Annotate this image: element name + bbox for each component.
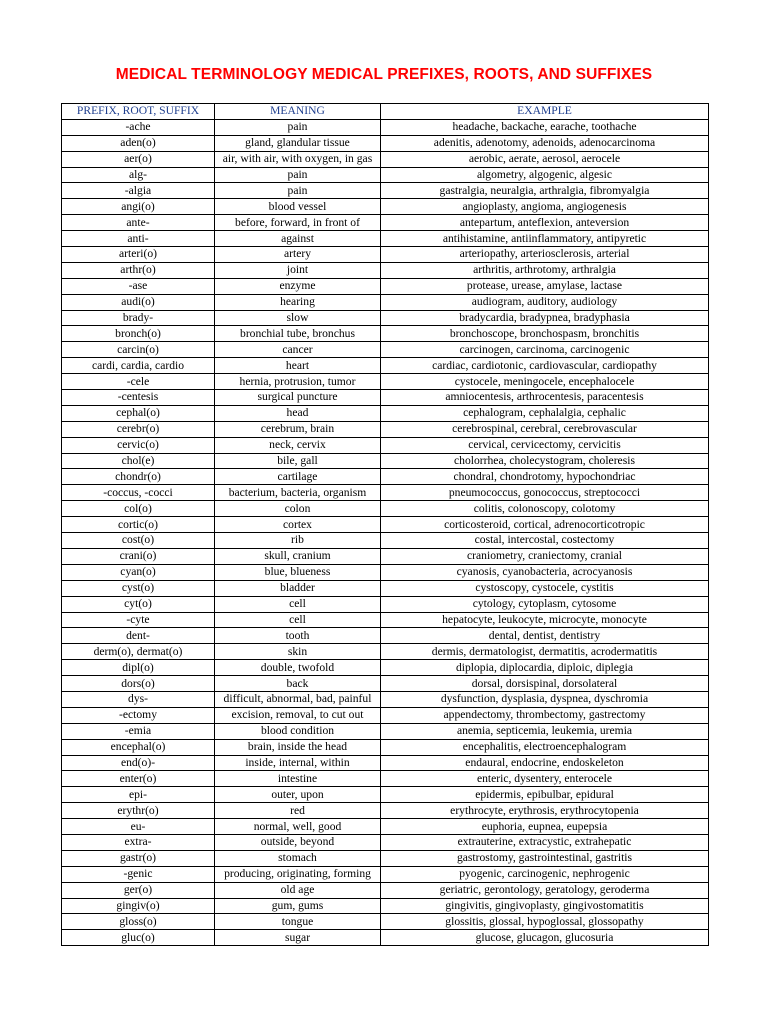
- term-cell: chondr(o): [62, 469, 215, 485]
- meaning-cell: head: [215, 405, 381, 421]
- example-cell: pyogenic, carcinogenic, nephrogenic: [381, 866, 709, 882]
- header-row: [62, 104, 709, 120]
- terminology-table: [61, 103, 709, 946]
- meaning-cell: bladder: [215, 580, 381, 596]
- example-cell: appendectomy, thrombectomy, gastrectomy: [381, 707, 709, 723]
- column-header-meaning: MEANING: [215, 104, 381, 120]
- term-cell: aden(o): [62, 135, 215, 151]
- meaning-cell: cell: [215, 612, 381, 628]
- example-cell: geriatric, gerontology, geratology, geroderma: [381, 882, 709, 898]
- term-cell: derm(o), dermat(o): [62, 644, 215, 660]
- table-row: [62, 199, 709, 215]
- meaning-cell: cancer: [215, 342, 381, 358]
- example-cell: antepartum, anteflexion, anteversion: [381, 215, 709, 231]
- example-cell: cardiac, cardiotonic, cardiovascular, cardiopathy: [381, 358, 709, 374]
- meaning-cell: gum, gums: [215, 898, 381, 914]
- meaning-cell: bronchial tube, bronchus: [215, 326, 381, 342]
- meaning-cell: before, forward, in front of: [215, 215, 381, 231]
- table-row: [62, 676, 709, 692]
- meaning-cell: old age: [215, 882, 381, 898]
- table-row: [62, 834, 709, 850]
- table-row: [62, 612, 709, 628]
- meaning-cell: bile, gall: [215, 453, 381, 469]
- meaning-cell: hernia, protrusion, tumor: [215, 374, 381, 390]
- term-cell: bronch(o): [62, 326, 215, 342]
- meaning-cell: double, twofold: [215, 660, 381, 676]
- example-cell: extrauterine, extracystic, extrahepatic: [381, 834, 709, 850]
- table-row: [62, 739, 709, 755]
- meaning-cell: slow: [215, 310, 381, 326]
- table-row: [62, 644, 709, 660]
- term-cell: gingiv(o): [62, 898, 215, 914]
- table-row: [62, 183, 709, 199]
- table-row: [62, 898, 709, 914]
- meaning-cell: pain: [215, 167, 381, 183]
- table-row: [62, 374, 709, 390]
- term-cell: gloss(o): [62, 914, 215, 930]
- meaning-cell: hearing: [215, 294, 381, 310]
- term-cell: audi(o): [62, 294, 215, 310]
- term-cell: gluc(o): [62, 930, 215, 946]
- table-row: [62, 548, 709, 564]
- meaning-cell: colon: [215, 501, 381, 517]
- term-cell: ante-: [62, 215, 215, 231]
- meaning-cell: against: [215, 231, 381, 247]
- example-cell: cystocele, meningocele, encephalocele: [381, 374, 709, 390]
- table-row: [62, 437, 709, 453]
- example-cell: dysfunction, dysplasia, dyspnea, dyschromia: [381, 691, 709, 707]
- table-row: [62, 580, 709, 596]
- example-cell: glucose, glucagon, glucosuria: [381, 930, 709, 946]
- example-cell: hepatocyte, leukocyte, microcyte, monocyte: [381, 612, 709, 628]
- meaning-cell: outside, beyond: [215, 834, 381, 850]
- table-row: [62, 390, 709, 406]
- table-row: [62, 628, 709, 644]
- table-row: [62, 517, 709, 533]
- term-cell: enter(o): [62, 771, 215, 787]
- table-row: [62, 723, 709, 739]
- example-cell: amniocentesis, arthrocentesis, paracentesis: [381, 390, 709, 406]
- term-cell: -ache: [62, 119, 215, 135]
- table-header: [62, 104, 709, 120]
- table-row: [62, 485, 709, 501]
- term-cell: chol(e): [62, 453, 215, 469]
- example-cell: diplopia, diplocardia, diploic, diplegia: [381, 660, 709, 676]
- table-row: [62, 262, 709, 278]
- example-cell: gastrostomy, gastrointestinal, gastritis: [381, 850, 709, 866]
- table-row: [62, 310, 709, 326]
- example-cell: anemia, septicemia, leukemia, uremia: [381, 723, 709, 739]
- term-cell: dors(o): [62, 676, 215, 692]
- term-cell: arthr(o): [62, 262, 215, 278]
- term-cell: dipl(o): [62, 660, 215, 676]
- term-cell: cerebr(o): [62, 421, 215, 437]
- term-cell: extra-: [62, 834, 215, 850]
- meaning-cell: blood condition: [215, 723, 381, 739]
- table-row: [62, 866, 709, 882]
- meaning-cell: sugar: [215, 930, 381, 946]
- meaning-cell: excision, removal, to cut out: [215, 707, 381, 723]
- term-cell: dent-: [62, 628, 215, 644]
- meaning-cell: skull, cranium: [215, 548, 381, 564]
- example-cell: adenitis, adenotomy, adenoids, adenocarcinoma: [381, 135, 709, 151]
- term-cell: dys-: [62, 691, 215, 707]
- example-cell: bradycardia, bradypnea, bradyphasia: [381, 310, 709, 326]
- term-cell: anti-: [62, 231, 215, 247]
- term-cell: encephal(o): [62, 739, 215, 755]
- meaning-cell: outer, upon: [215, 787, 381, 803]
- example-cell: encephalitis, electroencephalogram: [381, 739, 709, 755]
- term-cell: erythr(o): [62, 803, 215, 819]
- meaning-cell: blood vessel: [215, 199, 381, 215]
- meaning-cell: cell: [215, 596, 381, 612]
- meaning-cell: cartilage: [215, 469, 381, 485]
- meaning-cell: rib: [215, 533, 381, 549]
- example-cell: euphoria, eupnea, eupepsia: [381, 819, 709, 835]
- table-row: [62, 215, 709, 231]
- meaning-cell: enzyme: [215, 278, 381, 294]
- example-cell: pneumococcus, gonococcus, streptococci: [381, 485, 709, 501]
- example-cell: cyanosis, cyanobacteria, acrocyanosis: [381, 564, 709, 580]
- term-cell: alg-: [62, 167, 215, 183]
- table-row: [62, 564, 709, 580]
- table-row: [62, 930, 709, 946]
- term-cell: -genic: [62, 866, 215, 882]
- table-row: [62, 342, 709, 358]
- meaning-cell: surgical puncture: [215, 390, 381, 406]
- meaning-cell: blue, blueness: [215, 564, 381, 580]
- example-cell: epidermis, epibulbar, epidural: [381, 787, 709, 803]
- table-row: [62, 231, 709, 247]
- table-row: [62, 596, 709, 612]
- table-row: [62, 247, 709, 263]
- example-cell: cholorrhea, cholecystogram, choleresis: [381, 453, 709, 469]
- table-row: [62, 691, 709, 707]
- term-cell: cardi, cardia, cardio: [62, 358, 215, 374]
- term-cell: cephal(o): [62, 405, 215, 421]
- table-row: [62, 358, 709, 374]
- meaning-cell: cerebrum, brain: [215, 421, 381, 437]
- example-cell: corticosteroid, cortical, adrenocorticotropic: [381, 517, 709, 533]
- meaning-cell: joint: [215, 262, 381, 278]
- example-cell: arthritis, arthrotomy, arthralgia: [381, 262, 709, 278]
- meaning-cell: artery: [215, 247, 381, 263]
- term-cell: arteri(o): [62, 247, 215, 263]
- meaning-cell: intestine: [215, 771, 381, 787]
- meaning-cell: red: [215, 803, 381, 819]
- term-cell: eu-: [62, 819, 215, 835]
- meaning-cell: difficult, abnormal, bad, painful: [215, 691, 381, 707]
- term-cell: -emia: [62, 723, 215, 739]
- meaning-cell: pain: [215, 119, 381, 135]
- meaning-cell: tooth: [215, 628, 381, 644]
- term-cell: cyan(o): [62, 564, 215, 580]
- term-cell: gastr(o): [62, 850, 215, 866]
- term-cell: -coccus, -cocci: [62, 485, 215, 501]
- table-row: [62, 151, 709, 167]
- meaning-cell: skin: [215, 644, 381, 660]
- table-row: [62, 707, 709, 723]
- term-cell: -centesis: [62, 390, 215, 406]
- example-cell: protease, urease, amylase, lactase: [381, 278, 709, 294]
- table-row: [62, 803, 709, 819]
- table-row: [62, 326, 709, 342]
- meaning-cell: neck, cervix: [215, 437, 381, 453]
- term-cell: cyt(o): [62, 596, 215, 612]
- table-row: [62, 787, 709, 803]
- term-cell: crani(o): [62, 548, 215, 564]
- term-cell: ger(o): [62, 882, 215, 898]
- term-cell: carcin(o): [62, 342, 215, 358]
- meaning-cell: cortex: [215, 517, 381, 533]
- example-cell: glossitis, glossal, hypoglossal, glossopathy: [381, 914, 709, 930]
- example-cell: cervical, cervicectomy, cervicitis: [381, 437, 709, 453]
- term-cell: cost(o): [62, 533, 215, 549]
- example-cell: colitis, colonoscopy, colotomy: [381, 501, 709, 517]
- meaning-cell: tongue: [215, 914, 381, 930]
- table-row: [62, 771, 709, 787]
- meaning-cell: brain, inside the head: [215, 739, 381, 755]
- example-cell: gingivitis, gingivoplasty, gingivostomatitis: [381, 898, 709, 914]
- table-row: [62, 453, 709, 469]
- table-row: [62, 405, 709, 421]
- example-cell: angioplasty, angioma, angiogenesis: [381, 199, 709, 215]
- meaning-cell: stomach: [215, 850, 381, 866]
- example-cell: gastralgia, neuralgia, arthralgia, fibromyalgia: [381, 183, 709, 199]
- meaning-cell: pain: [215, 183, 381, 199]
- example-cell: dental, dentist, dentistry: [381, 628, 709, 644]
- term-cell: angi(o): [62, 199, 215, 215]
- example-cell: arteriopathy, arteriosclerosis, arterial: [381, 247, 709, 263]
- example-cell: carcinogen, carcinoma, carcinogenic: [381, 342, 709, 358]
- example-cell: craniometry, craniectomy, cranial: [381, 548, 709, 564]
- table-row: [62, 167, 709, 183]
- example-cell: cytology, cytoplasm, cytosome: [381, 596, 709, 612]
- meaning-cell: heart: [215, 358, 381, 374]
- table-row: [62, 501, 709, 517]
- table-row: [62, 755, 709, 771]
- table-row: [62, 882, 709, 898]
- example-cell: headache, backache, earache, toothache: [381, 119, 709, 135]
- term-cell: -cyte: [62, 612, 215, 628]
- table-row: [62, 278, 709, 294]
- meaning-cell: air, with air, with oxygen, in gas: [215, 151, 381, 167]
- example-cell: aerobic, aerate, aerosol, aerocele: [381, 151, 709, 167]
- example-cell: algometry, algogenic, algesic: [381, 167, 709, 183]
- meaning-cell: back: [215, 676, 381, 692]
- table-row: [62, 533, 709, 549]
- table-row: [62, 421, 709, 437]
- example-cell: cephalogram, cephalalgia, cephalic: [381, 405, 709, 421]
- table-row: [62, 914, 709, 930]
- term-cell: -cele: [62, 374, 215, 390]
- term-cell: epi-: [62, 787, 215, 803]
- table-row: [62, 660, 709, 676]
- column-header-example: EXAMPLE: [381, 104, 709, 120]
- table-row: [62, 119, 709, 135]
- example-cell: cystoscopy, cystocele, cystitis: [381, 580, 709, 596]
- document-title: MEDICAL TERMINOLOGY MEDICAL PREFIXES, ROOTS, AND SUFFIXES: [115, 66, 653, 83]
- meaning-cell: bacterium, bacteria, organism: [215, 485, 381, 501]
- example-cell: erythrocyte, erythrosis, erythrocytopenia: [381, 803, 709, 819]
- term-cell: -ase: [62, 278, 215, 294]
- table-body: [62, 119, 709, 945]
- table-row: [62, 819, 709, 835]
- term-cell: cervic(o): [62, 437, 215, 453]
- term-cell: -algia: [62, 183, 215, 199]
- table-row: [62, 135, 709, 151]
- example-cell: costal, intercostal, costectomy: [381, 533, 709, 549]
- meaning-cell: gland, glandular tissue: [215, 135, 381, 151]
- term-cell: cortic(o): [62, 517, 215, 533]
- meaning-cell: inside, internal, within: [215, 755, 381, 771]
- term-cell: aer(o): [62, 151, 215, 167]
- example-cell: dorsal, dorsispinal, dorsolateral: [381, 676, 709, 692]
- table-row: [62, 469, 709, 485]
- example-cell: enteric, dysentery, enterocele: [381, 771, 709, 787]
- term-cell: brady-: [62, 310, 215, 326]
- example-cell: audiogram, auditory, audiology: [381, 294, 709, 310]
- term-cell: col(o): [62, 501, 215, 517]
- example-cell: dermis, dermatologist, dermatitis, acrodermatitis: [381, 644, 709, 660]
- term-cell: -ectomy: [62, 707, 215, 723]
- example-cell: antihistamine, antiinflammatory, antipyretic: [381, 231, 709, 247]
- meaning-cell: normal, well, good: [215, 819, 381, 835]
- example-cell: chondral, chondrotomy, hypochondriac: [381, 469, 709, 485]
- table-row: [62, 294, 709, 310]
- table-row: [62, 850, 709, 866]
- column-header-term: PREFIX, ROOT, SUFFIX: [62, 104, 215, 120]
- example-cell: cerebrospinal, cerebral, cerebrovascular: [381, 421, 709, 437]
- term-cell: cyst(o): [62, 580, 215, 596]
- meaning-cell: producing, originating, forming: [215, 866, 381, 882]
- example-cell: bronchoscope, bronchospasm, bronchitis: [381, 326, 709, 342]
- example-cell: endaural, endocrine, endoskeleton: [381, 755, 709, 771]
- term-cell: end(o)-: [62, 755, 215, 771]
